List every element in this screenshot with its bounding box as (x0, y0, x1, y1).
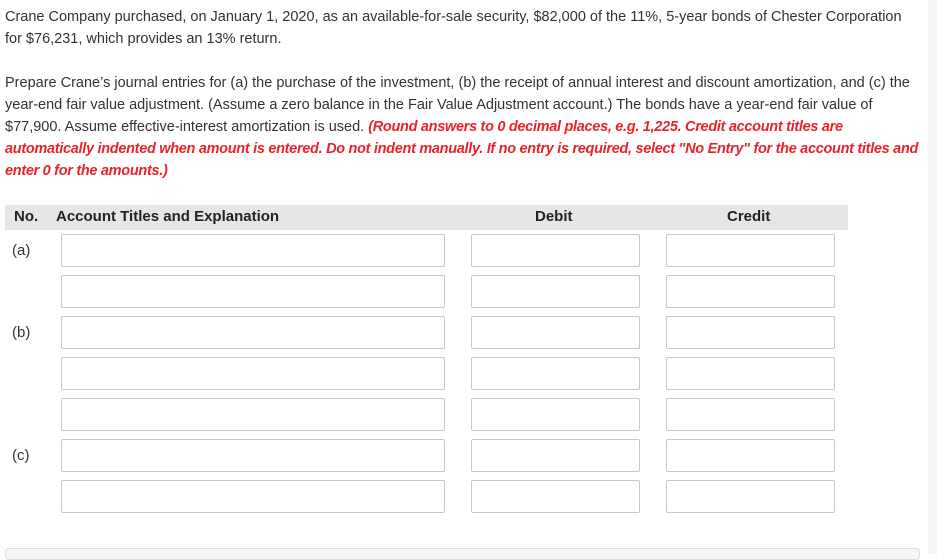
credit-input[interactable] (666, 357, 835, 390)
debit-column-header: Debit (535, 208, 573, 225)
problem-prompt (5, 72, 925, 182)
scrollbar-track[interactable] (928, 0, 937, 554)
debit-input[interactable] (471, 234, 640, 267)
prompt-text: Prepare Crane’s journal entries for (a) the purchase of the investment, (b) the receipt of annual interest and discount amortization, and (c) the year-end fair value adjustment. (Assume a zero balance in the Fair Value Adjustment account.) The bonds have a year-end fair value of $77,900. Assume effective-interest amortization is used. (5, 75, 910, 135)
debit-input[interactable] (471, 316, 640, 349)
debit-input[interactable] (471, 439, 640, 472)
entry-label-c: (c) (12, 447, 30, 464)
instruction-text: (Round answers to 0 decimal places, e.g. 1,225. Credit account titles are automatically indented when amount is entered. Do not indent manually. If no entry is required, select "No Entry" for the account titles and enter 0 for the amounts.) (5, 119, 919, 179)
bottom-panel-edge (5, 548, 920, 560)
account-title-input[interactable] (61, 480, 445, 513)
credit-input[interactable] (666, 480, 835, 513)
credit-input[interactable] (666, 398, 835, 431)
credit-input[interactable] (666, 234, 835, 267)
debit-input[interactable] (471, 480, 640, 513)
debit-input[interactable] (471, 275, 640, 308)
account-title-input[interactable] (61, 398, 445, 431)
account-column-header: Account Titles and Explanation (56, 208, 280, 225)
credit-input[interactable] (666, 316, 835, 349)
account-title-input[interactable] (61, 439, 445, 472)
entry-label-a: (a) (12, 242, 31, 259)
account-title-input[interactable] (61, 357, 445, 390)
credit-input[interactable] (666, 439, 835, 472)
problem-intro: Crane Company purchased, on January 1, 2020, as an available-for-sale security, $82,000 of the 11%, 5-year bonds of Chester Corporation for $76,231, which provides an 13% return. (5, 9, 902, 47)
credit-input[interactable] (666, 275, 835, 308)
no-column-header: No. (14, 208, 39, 225)
credit-column-header: Credit (727, 208, 771, 225)
account-title-input[interactable] (61, 316, 445, 349)
entry-label-b: (b) (12, 324, 31, 341)
debit-input[interactable] (471, 357, 640, 390)
account-title-input[interactable] (61, 234, 445, 267)
table-header (5, 205, 848, 230)
account-title-input[interactable] (61, 275, 445, 308)
debit-input[interactable] (471, 398, 640, 431)
